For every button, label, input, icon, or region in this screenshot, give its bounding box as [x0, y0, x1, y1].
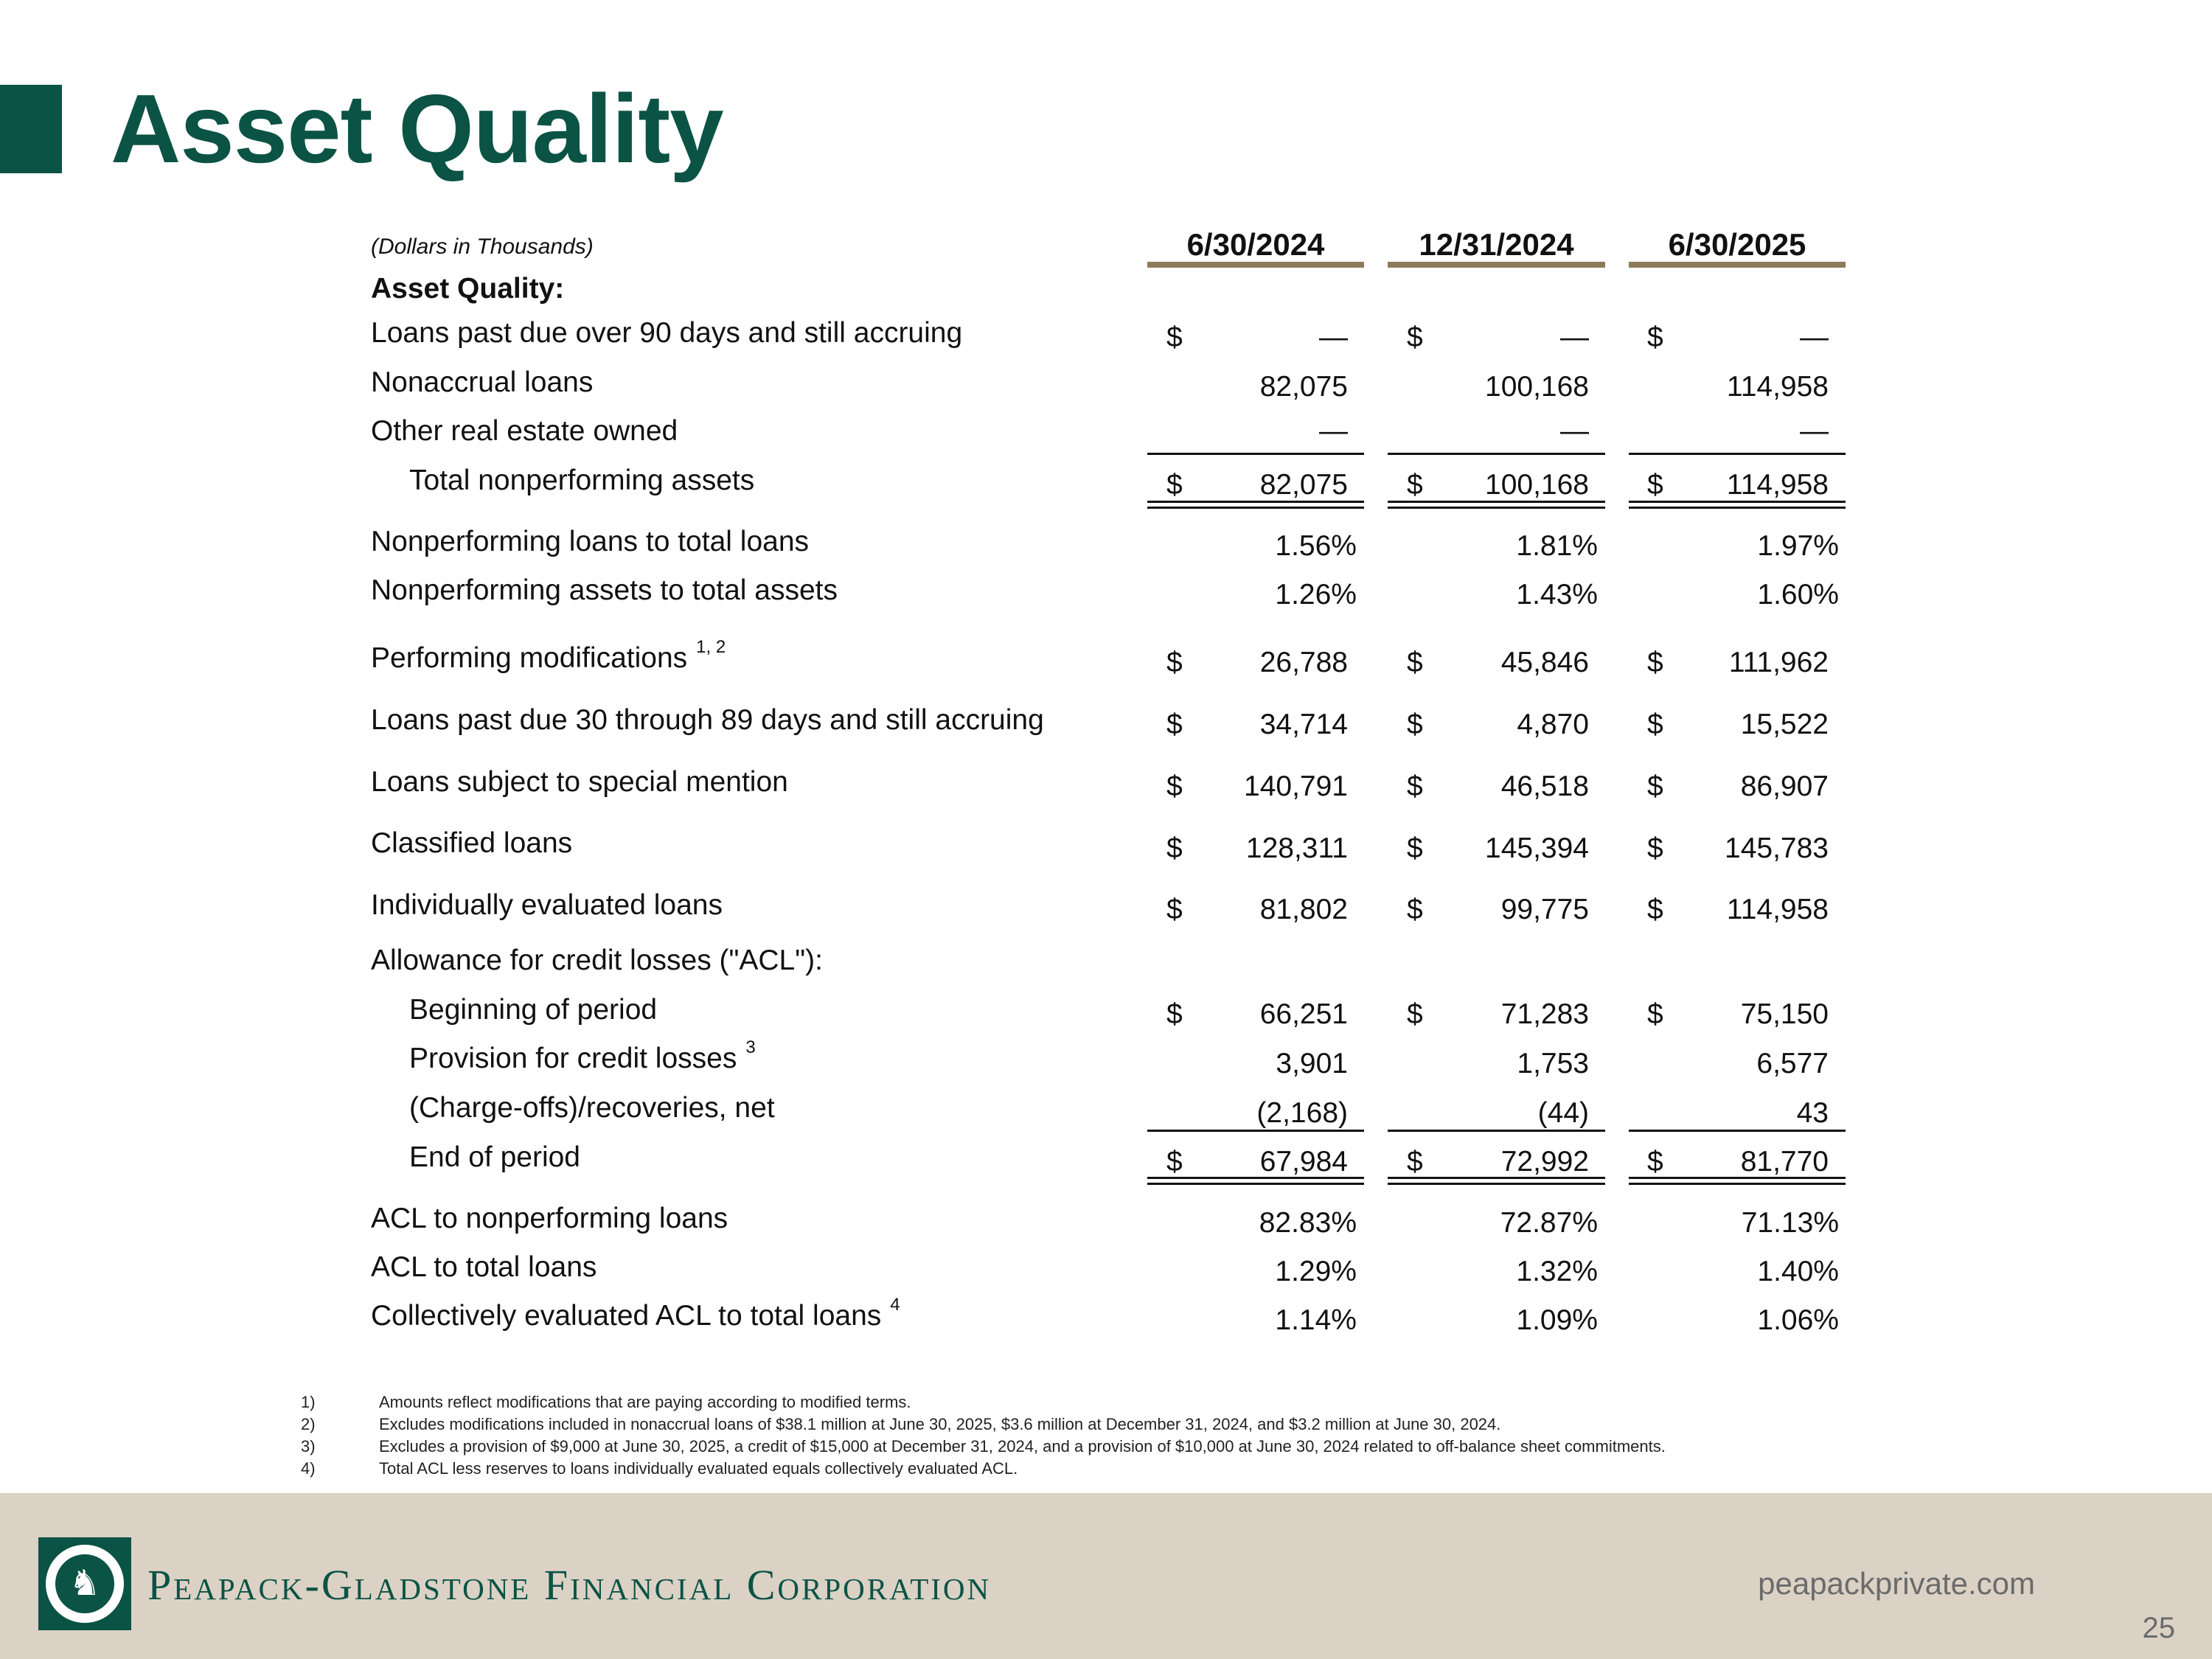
dollar-sign: $ [1647, 894, 1663, 925]
row-label-text: Nonperforming assets to total assets [371, 574, 838, 606]
footnote-text: Excludes a provision of $9,000 at June 30, 2025, a credit of $15,000 at December 31, 2024, and a provision of $10,000 at June 30, 2024 related to off-balance sheet commitments. [379, 1437, 1666, 1455]
row-label-text: Total nonperforming assets [409, 465, 755, 496]
dollar-sign: $ [1407, 469, 1423, 501]
dollar-sign: $ [1407, 647, 1423, 678]
cell-value: 43 [1796, 1097, 1829, 1129]
dollar-sign: $ [1407, 321, 1423, 353]
page-title: Asset Quality [111, 74, 723, 183]
row-label-text: Nonaccrual loans [371, 366, 594, 398]
row-label [371, 1295, 900, 1338]
cell-value: 45,846 [1500, 647, 1589, 678]
cell-value: — [1319, 415, 1348, 447]
cell-value: 114,958 [1726, 469, 1829, 501]
row-label [371, 315, 962, 352]
dollar-sign: $ [1407, 998, 1423, 1030]
row-label-text: Nonperforming loans to total loans [371, 526, 810, 557]
cell-value: — [1800, 321, 1829, 353]
row-label-text: Provision for credit losses [409, 1043, 737, 1074]
dollar-sign: $ [1647, 321, 1663, 353]
footnote-text: Total ACL less reserves to loans individually evaluated equals collectively evaluated ACL. [379, 1459, 1018, 1478]
cell-value: 111,962 [1728, 647, 1829, 678]
dollar-sign: $ [1407, 709, 1423, 740]
row-label-text: Loans past due over 90 days and still accruing [371, 317, 963, 349]
row-label-text: Classified loans [371, 827, 573, 859]
cell-value: 99,775 [1500, 894, 1589, 925]
dollar-sign: $ [1166, 894, 1183, 925]
cell-value: 66,251 [1259, 998, 1348, 1030]
cell-value: 46,518 [1500, 771, 1589, 802]
cell-value: 4,870 [1517, 709, 1589, 740]
dollar-sign: $ [1407, 1146, 1423, 1178]
company-name: Peapack-Gladstone Financial Corporation [147, 1561, 992, 1609]
cell-value: 82.83% [1259, 1207, 1357, 1239]
row-label-text: Performing modifications [371, 642, 688, 674]
row-label [409, 992, 657, 1029]
cell-value: 3,901 [1276, 1048, 1348, 1079]
row-label-text: ACL to total loans [371, 1251, 597, 1283]
row-label [409, 1139, 580, 1176]
cell-value: 114,958 [1726, 371, 1829, 403]
dollar-sign: $ [1166, 321, 1183, 353]
cell-value: 1.56% [1275, 530, 1357, 562]
cell-value: 1.97% [1757, 530, 1839, 562]
cell-value: 1.81% [1516, 530, 1598, 562]
dollar-sign: $ [1166, 469, 1183, 501]
cell-value: 1.09% [1516, 1304, 1598, 1336]
footnote-text: Excludes modifications included in nonaccrual loans of $38.1 million at June 30, 2025, $3.6 million at December 31, 2024, and $3.2 million at June 30, 2024. [379, 1415, 1501, 1433]
column-header: 6/30/2024 [1186, 227, 1325, 262]
cell-value: 140,791 [1244, 771, 1348, 802]
dollar-sign: $ [1166, 709, 1183, 740]
subtotal-rule [1147, 453, 1364, 455]
row-label [371, 637, 726, 681]
total-double-rule [1629, 501, 1846, 509]
subtotal-rule [1629, 453, 1846, 455]
column-header: 6/30/2025 [1668, 227, 1806, 262]
row-label-text: Collectively evaluated ACL to total loans [371, 1300, 882, 1332]
dollar-sign: $ [1647, 771, 1663, 802]
cell-value: 82,075 [1259, 469, 1348, 501]
cell-value: — [1319, 321, 1348, 353]
row-label-text: Other real estate owned [371, 415, 678, 447]
dollar-sign: $ [1647, 469, 1663, 501]
total-double-rule [1388, 501, 1605, 509]
cell-value: 1.14% [1275, 1304, 1357, 1336]
row-label [409, 1090, 775, 1127]
row-label [371, 887, 723, 924]
total-double-rule [1629, 1177, 1846, 1185]
cell-value: — [1560, 321, 1589, 353]
footnote-ref: 4 [890, 1295, 900, 1315]
column-header-underline [1388, 262, 1605, 268]
cell-value: 1.60% [1757, 579, 1839, 611]
row-label [371, 364, 593, 401]
dollar-sign: $ [1166, 832, 1183, 864]
subtotal-rule [1388, 1130, 1605, 1132]
cell-value: 128,311 [1245, 832, 1348, 864]
dollar-sign: $ [1407, 771, 1423, 802]
column-header-underline [1629, 262, 1846, 268]
column-header-underline [1147, 262, 1364, 268]
row-label [371, 702, 1044, 739]
row-label [371, 524, 809, 560]
dollar-sign: $ [1647, 647, 1663, 678]
subtotal-rule [1388, 453, 1605, 455]
cell-value: — [1560, 415, 1589, 447]
row-label-text: Allowance for credit losses ("ACL"): [371, 945, 823, 976]
row-label [371, 825, 572, 862]
dollar-sign: $ [1407, 894, 1423, 925]
row-label-text: Loans past due 30 through 89 days and still accruing [371, 704, 1044, 736]
cell-value: 72,992 [1500, 1146, 1589, 1178]
row-label-text: Loans subject to special mention [371, 766, 788, 798]
cell-value: 100,168 [1485, 371, 1589, 403]
row-label-text: Individually evaluated loans [371, 889, 723, 921]
total-double-rule [1147, 501, 1364, 509]
horse-rider-icon: ♞ [69, 1564, 101, 1603]
row-label [371, 1249, 597, 1286]
cell-value: 1.40% [1757, 1256, 1839, 1287]
row-label [409, 1037, 756, 1081]
dollar-sign: $ [1166, 771, 1183, 802]
cell-value: 1.26% [1275, 579, 1357, 611]
units-note: (Dollars in Thousands) [371, 234, 594, 259]
cell-value: — [1800, 415, 1829, 447]
cell-value: 100,168 [1485, 469, 1589, 501]
cell-value: 72.87% [1500, 1207, 1598, 1239]
cell-value: 1.06% [1757, 1304, 1839, 1336]
cell-value: 82,075 [1259, 371, 1348, 403]
dollar-sign: $ [1407, 832, 1423, 864]
dollar-sign: $ [1166, 998, 1183, 1030]
row-label-text: End of period [409, 1141, 581, 1173]
section-header: Asset Quality: [371, 273, 565, 305]
cell-value: 34,714 [1259, 709, 1348, 740]
cell-value: 6,577 [1756, 1048, 1829, 1079]
cell-value: 145,394 [1485, 832, 1589, 864]
row-label [371, 764, 788, 801]
dollar-sign: $ [1647, 1146, 1663, 1178]
cell-value: 145,783 [1725, 832, 1829, 864]
cell-value: 81,770 [1740, 1146, 1829, 1178]
cell-value: 26,788 [1259, 647, 1348, 678]
footnote-ref: 1, 2 [696, 637, 726, 657]
total-double-rule [1147, 1177, 1364, 1185]
cell-value: 1.43% [1516, 579, 1598, 611]
row-label-text: Beginning of period [409, 994, 658, 1026]
dollar-sign: $ [1166, 1146, 1183, 1178]
cell-value: 75,150 [1740, 998, 1829, 1030]
subtotal-rule [1629, 1130, 1846, 1132]
dollar-sign: $ [1166, 647, 1183, 678]
row-label [371, 1200, 728, 1237]
dollar-sign: $ [1647, 832, 1663, 864]
row-label [371, 413, 678, 450]
footnote-ref: 3 [745, 1037, 756, 1057]
dollar-sign: $ [1647, 709, 1663, 740]
total-double-rule [1388, 1177, 1605, 1185]
footnote-number: 3) [301, 1437, 316, 1455]
footnote-number: 1) [301, 1393, 316, 1411]
row-label-text: ACL to nonperforming loans [371, 1203, 728, 1234]
footnote-text: Amounts reflect modifications that are paying according to modified terms. [379, 1393, 911, 1411]
column-header: 12/31/2024 [1419, 227, 1574, 262]
footnote-number: 4) [301, 1459, 316, 1478]
subtotal-rule [1147, 1130, 1364, 1132]
cell-value: 71,283 [1500, 998, 1589, 1030]
website-link[interactable]: peapackprivate.com [1758, 1566, 2035, 1601]
company-logo [38, 1537, 131, 1630]
cell-value: (44) [1537, 1097, 1589, 1129]
cell-value: 114,958 [1726, 894, 1829, 925]
cell-value: 71.13% [1741, 1207, 1839, 1239]
cell-value: 1.29% [1275, 1256, 1357, 1287]
cell-value: 81,802 [1259, 894, 1348, 925]
row-label-text: (Charge-offs)/recoveries, net [409, 1092, 775, 1124]
cell-value: 15,522 [1740, 709, 1829, 740]
cell-value: 1.32% [1516, 1256, 1598, 1287]
row-label [409, 462, 754, 499]
cell-value: 86,907 [1740, 771, 1829, 802]
footnote-number: 2) [301, 1415, 316, 1433]
row-label [371, 942, 823, 979]
cell-value: 1,753 [1517, 1048, 1589, 1079]
cell-value: 67,984 [1259, 1146, 1348, 1178]
row-label [371, 572, 838, 609]
page-number: 25 [2142, 1612, 2175, 1644]
cell-value: (2,168) [1256, 1097, 1348, 1129]
dollar-sign: $ [1647, 998, 1663, 1030]
